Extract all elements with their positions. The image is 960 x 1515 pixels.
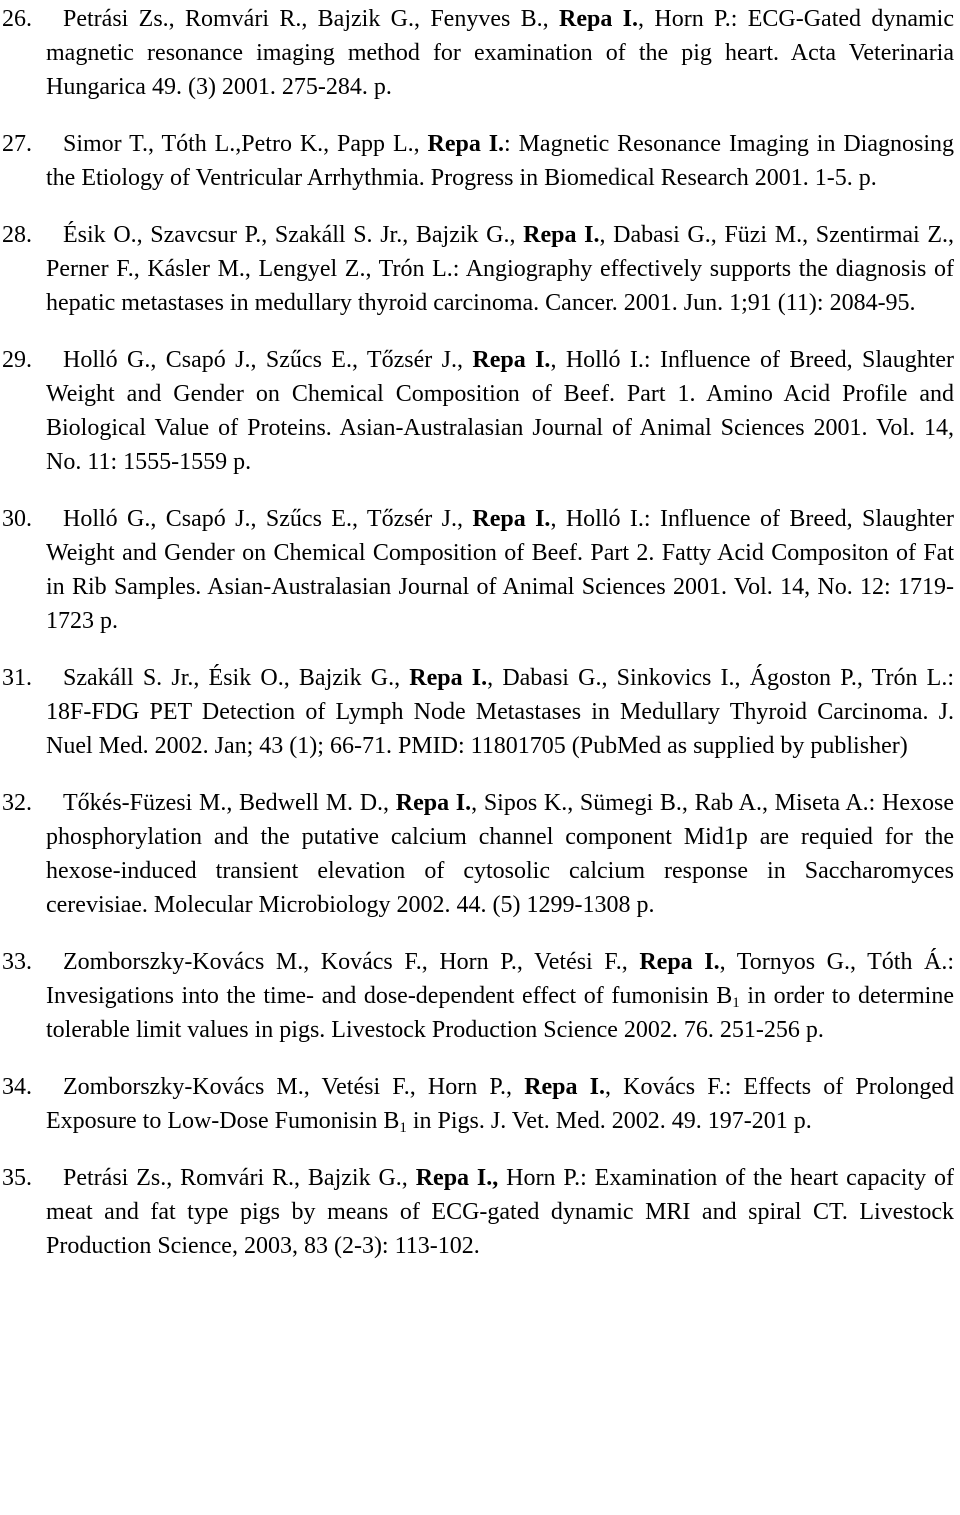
reference-number: 28.: [2, 222, 32, 248]
reference-item: [0, 2, 954, 104]
subscript: 1: [732, 995, 740, 1011]
reference-number: 26.: [2, 6, 32, 32]
reference-number: 32.: [2, 790, 32, 816]
highlighted-author: Repa I.: [427, 131, 505, 157]
reference-item: [0, 661, 954, 763]
reference-text: Ésik O., Szavcsur P., Szakáll S. Jr., Bajzik G., Repa I., Dabasi G., Füzi M., Szentirmai Z., Perner F., Kásler M., Lengyel Z., Trón L.: Angiography effectively supports the diagnosis of hepatic metastases in medullary thyroid carcinoma. Cancer. 2001. Jun. 1;91 (11): 2084-95.: [46, 222, 954, 316]
highlighted-author: Repa I.: [639, 949, 720, 975]
reference-number: 35.: [2, 1165, 32, 1191]
reference-item: [0, 945, 954, 1047]
subscript: 1: [399, 1120, 407, 1136]
reference-text: Zomborszky-Kovács M., Vetési F., Horn P., Repa I., Kovács F.: Effects of Prolonged Exposure to Low-Dose Fumonisin $B_1$ in Pigs. J. Vet. Med. 2002. 49. 197-201 p.: [46, 1074, 955, 1136]
reference-item: [0, 343, 954, 479]
reference-text: Tőkés-Füzesi M., Bedwell M. D., Repa I., Sipos K., Sümegi B., Rab A., Miseta A.: Hexose phosphorylation and the putative calcium channel component Mid1p are requied for the hexose-induced transient elevation of cytosolic calcium response in Saccharomyces cerevisiae. Molecular Microbiology 2002. 44. (5) 1299-1308 p.: [46, 790, 955, 918]
reference-text: Holló G., Csapó J., Szűcs E., Tőzsér J., Repa I., Holló I.: Influence of Breed, Slaughter Weight and Gender on Chemical Composition of Beef. Part 1. Amino Acid Profile and Biological Value of Proteins. Asian-Australasian Journal of Animal Sciences 2001. Vol. 14, No. 11: 1555-1559 p.: [46, 347, 955, 475]
reference-text: Petrási Zs., Romvári R., Bajzik G., Repa I., Horn P.: Examination of the heart capacity of meat and fat type pigs by means of ECG-gated dynamic MRI and spiral CT. Livestock Production Science, 2003, 83 (2-3): 113-102.: [46, 1165, 955, 1259]
reference-number: 27.: [2, 131, 32, 157]
reference-number: 30.: [2, 506, 32, 532]
reference-number: 33.: [2, 949, 32, 975]
highlighted-author: Repa I.: [523, 222, 600, 248]
reference-item: [0, 1070, 954, 1138]
reference-item: [0, 218, 954, 320]
highlighted-author: Repa I.: [559, 6, 639, 32]
reference-item: [0, 127, 954, 195]
reference-item: [0, 1161, 954, 1263]
reference-number: 31.: [2, 665, 32, 691]
reference-item: [0, 502, 954, 638]
reference-number: 34.: [2, 1074, 32, 1100]
highlighted-author: Repa I.: [524, 1074, 606, 1100]
reference-text: Szakáll S. Jr., Ésik O., Bajzik G., Repa I., Dabasi G., Sinkovics I., Ágoston P., Trón L.: 18F-FDG PET Detection of Lymph Node Metastases in Medullary Thyroid Carcinoma. J. Nuel Med. 2002. Jan; 43 (1); 66-71. PMID: 11801705 (PubMed as supplied by publisher): [46, 665, 954, 759]
highlighted-author: Repa I.: [395, 790, 472, 816]
reference-item: [0, 786, 954, 922]
highlighted-author: Repa I.: [409, 665, 488, 691]
reference-text: Holló G., Csapó J., Szűcs E., Tőzsér J., Repa I., Holló I.: Influence of Breed, Slaughter Weight and Gender on Chemical Composition of Beef. Part 2. Fatty Acid Compositon of Fat in Rib Samples. Asian-Australasian Journal of Animal Sciences 2001. Vol. 14, No. 12: 1719-1723 p.: [46, 506, 955, 634]
highlighted-author: Repa I.,: [415, 1165, 499, 1191]
reference-text: Zomborszky-Kovács M., Kovács F., Horn P., Vetési F., Repa I., Tornyos G., Tóth Á.: Invesigations into the time- and dose-dependent effect of fumonisin $B_1$ in order to determine tolerable limit values in pigs. Livestock Production Science 2002. 76. 251-256 p.: [46, 949, 955, 1043]
reference-number: 29.: [2, 347, 32, 373]
highlighted-author: Repa I.: [472, 347, 551, 373]
reference-text: Simor T., Tóth L.,Petro K., Papp L., Repa I.: Magnetic Resonance Imaging in Diagnosing the Etiology of Ventricular Arrhythmia. Progress in Biomedical Research 2001. 1-5. p.: [46, 131, 955, 191]
highlighted-author: Repa I.: [472, 506, 551, 532]
reference-text: Petrási Zs., Romvári R., Bajzik G., Fenyves B., Repa I., Horn P.: ECG-Gated dynamic magnetic resonance imaging method for examination of the pig heart. Acta Veterinaria Hungarica 49. (3) 2001. 275-284. p.: [46, 6, 955, 100]
